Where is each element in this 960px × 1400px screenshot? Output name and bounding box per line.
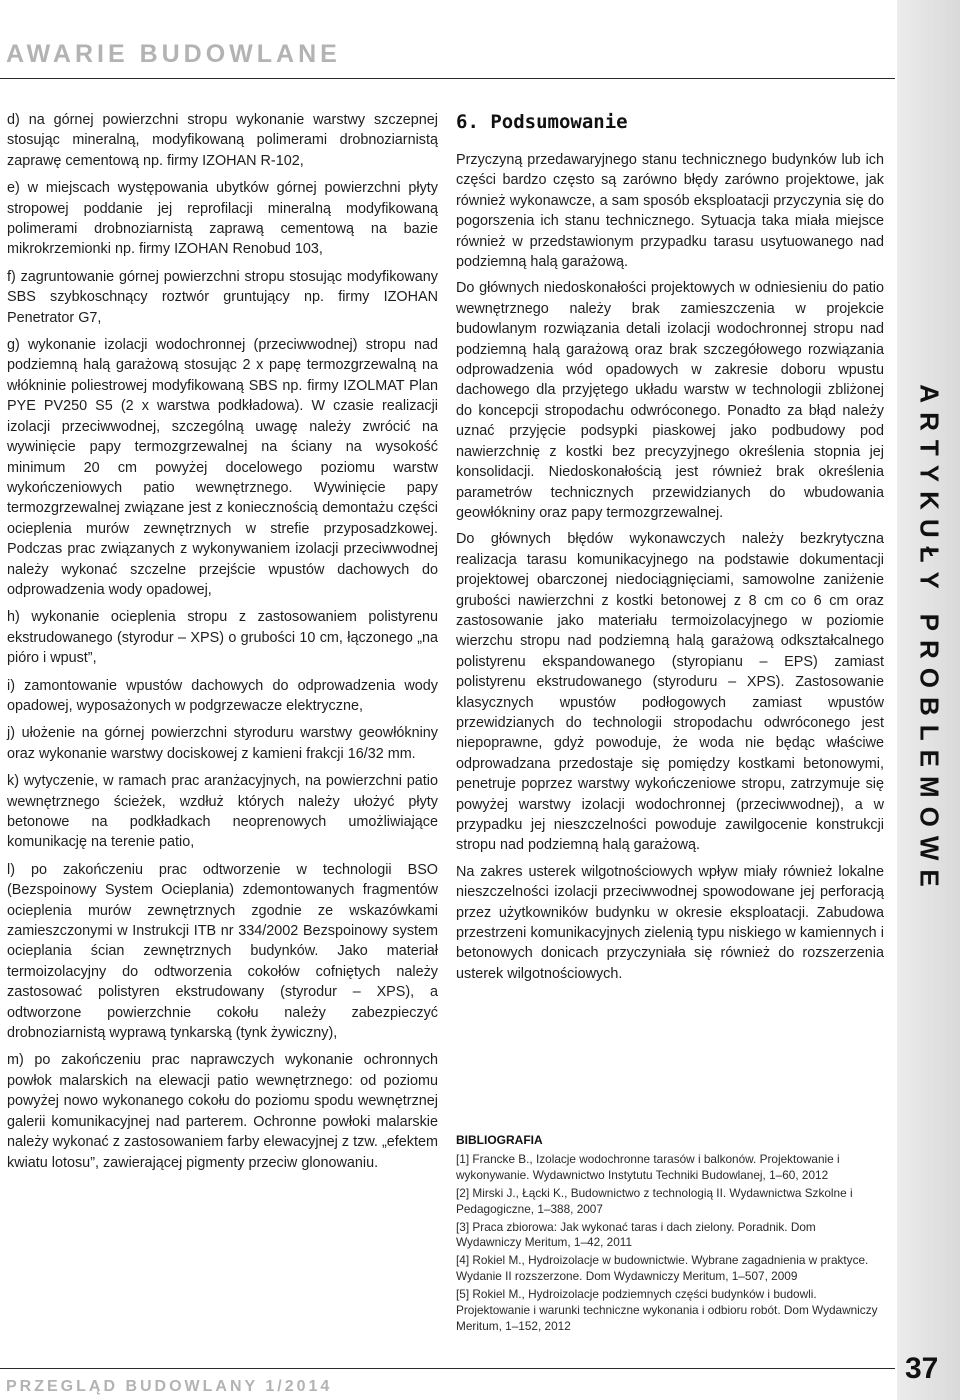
section-heading: 6. Podsumowanie — [456, 111, 628, 133]
header-divider — [0, 78, 895, 79]
list-item-g: g) wykonanie izolacji wodochronnej (przeciwwodnej) stropu nad podziemną halą garażową stosując 2 x papę termozgrzewalną na włókninie poliestrowej modyfikowaną SBS np. firmy IZOLMAT Plan PYE PV250 S5 (2 x warstwa podkładowa). W czasie realizacji izolacji przeciwwodnej, szczególną uwagę należy zwrócić na wywinięcie papy termozgrzewalnej na ściany na wysokość minimum 20 cm powyżej docelowego poziomu warstw wykończeniowych patio wewnętrznego. Wywinięcie papy termozgrzewalnej związane jest z koniecznością demontażu części ocieplenia murów zewnętrznych w strefie przyposadzkowej. Podczas prac związanych z wykonywaniem izolacji przeciwwodnej należy wykonać szczelne przejście wpustów dachowych do odprowadzenia wody opadowej, — [7, 337, 438, 598]
summary-paragraph: Przyczyną przedawaryjnego stanu technicznego budynków lub ich części bardzo często są zarówno błędy zarówno projektowe, jak również wykonawcze, a sam sposób eksploatacji przyczynia się do pogorszenia ich stanu technicznego. Sytuacja taka miała miejsce również w przedstawionym przypadku tarasu usytuowanego nad podziemną halą garażową. — [456, 152, 884, 271]
summary-paragraph: Do głównych błędów wykonawczych należy bezkrytyczna realizacja tarasu komunikacyjnego na podstawie dokumentacji projektowej obarczonej niedociągnięciami, samowolne zaniżenie grubości nawierzchni z kostki betonowej z 8 cm co 6 cm oraz zastosowanie jako materiału termoizolacyjnego w poziomie wierzchu stropu nad podziemną halą garażową odkształcalnego polistyrenu ekspandowanego (styropianu – EPS) zamiast polistyrenu ekstrudowanego (styroduru – XPS). Zastosowanie klasycznych wpustów podłogowych zamiast wpustów przewidzianych do technologii stropodachu odwróconego jest niepoprawne, gdyż powoduje, że woda nie będąc właściwe odprowadzana przedostaje się pomiędzy kostkami betonowymi, penetruje poprzez warstwy wykończeniowe stropu, zatrzymuje się powyżej warstwy izolacji wodochronnej (przeciwwodnej), a w przypadku jej nieszczelności powoduje zawilgocenie konstrukcji stropu nad podziemną halą garażową. — [456, 531, 884, 854]
journal-section-title: AWARIE BUDOWLANE — [6, 40, 341, 68]
list-item-h: h) wykonanie ocieplenia stropu z zastosowaniem polistyrenu ekstrudowanego (styrodur – XPS) o grubości 10 cm, łączonego „na pióro i wpust”, — [7, 609, 438, 667]
list-item-i: i) zamontowanie wpustów dachowych do odprowadzenia wody opadowej, wyposażonych w podgrzewacze elektryczne, — [7, 677, 438, 714]
page-number: 37 — [905, 1352, 939, 1385]
summary-paragraph: Do głównych niedoskonałości projektowych w odniesieniu do patio wewnętrznego należy brak zamieszczenia w projekcie budowlanym rozwiązania detali izolacji wodochronnej stropu nad podziemną halą garażową oraz brak szczegółowego rozwiązania odprowadzenia wód opadowych w zakresie doboru wpustu dachowego dla przyjętego układu warstw w technologii zbliżonej do koncepcji stropodachu odwróconego. Ponadto za błąd należy uznać przyjęcie podsypki piaskowej jako podbudowy pod nawierzchnię z kostki bez precyzyjnego określenia stopnia jej konsolidacji. Niedoskonałością jest również brak określenia parametrów technicznych przewidzianych do wbudowania geowłókniny oraz papy termozgrzewalnej. — [456, 280, 884, 521]
list-item-k: k) wytyczenie, w ramach prac aranżacyjnych, na powierzchni patio wewnętrznego ścieżek, wzdłuż których należy ułożyć płyty betonowe na podkładkach neoprenowych umożliwiające komunikację na terenie patio, — [7, 773, 438, 851]
footer-divider — [0, 1368, 895, 1369]
list-item-j: j) ułożenie na górnej powierzchni styroduru warstwy geowłókniny oraz wykonanie warstwy dociskowej z kamieni frakcji 16/32 mm. — [7, 725, 438, 762]
bibliography-item: [3] Praca zbiorowa: Jak wykonać taras i dach zielony. Poradnik. Dom Wydawniczy Meritum, 1–42, 2011 — [456, 1219, 816, 1250]
bibliography-title: BIBLIOGRAFIA — [456, 1133, 543, 1147]
right-text-column — [456, 110, 884, 990]
list-item-m: m) po zakończeniu prac naprawczych wykonanie ochronnych powłok malarskich na elewacji patio wewnętrznego: od poziomu powyżej nowo wykonanego cokołu do poziomu spodu wewnętrznej galerii komunikacyjnej nad parterem. Ochronne powłoki malarskie należy wykonać z zastosowaniem farby elewacyjnej z tzw. „efektem kwiatu lotosu”, zawierającej pigmenty przeciw glonowaniu. — [7, 1052, 438, 1171]
list-item-l: l) po zakończeniu prac odtworzenie w technologii BSO (Bezspoinowy System Ocieplania) zdemontowanych fragmentów ocieplenia murów zewnętrznych zgodnie ze wskazówkami zamieszczonymi w Instrukcji ITB nr 334/2002 Bezspoinowy system ocieplania ścian zewnętrznych budynków. Jako materiał termoizolacyjny do odtworzenia cokołów cofniętych należy zastosować polistyren ekstrudowany (styrodur – XPS), a odtworzone powierzchnie cokołu należy zabezpieczyć drobnoziarnistą wyprawą tynkarską (tynk żywiczny), — [7, 861, 438, 1042]
list-item-e: e) w miejscach występowania ubytków górnej powierzchni płyty stropowej poddanie jej reprofilacji mineralną modyfikowaną polimerami drobnoziarnistą zaprawą cementową na bazie mikrokrzemionki np. firmy IZOHAN Renobud 103, — [7, 180, 438, 258]
bibliography-item: [1] Francke B., Izolacje wodochronne tarasów i balkonów. Projektowanie i wykonywanie. Wydawnictwo Instytutu Techniki Budowlanej, 1–60, 2012 — [456, 1151, 840, 1182]
bibliography — [456, 1133, 884, 1337]
list-item-f: f) zagruntowanie górnej powierzchni stropu stosując modyfikowany SBS szybkoschnący roztwór gruntujący np. firmy IZOHAN Penetrator G7, — [7, 268, 438, 326]
bibliography-item: [2] Mirski J., Łącki K., Budownictwo z technologią II. Wydawnictwa Szkolne i Pedagogiczne, 1–388, 2007 — [456, 1185, 853, 1216]
bibliography-item: [4] Rokiel M., Hydroizolacje w budownictwie. Wybrane zagadnienia w praktyce. Wydanie II rozszerzone. Dom Wydawniczy Meritum, 1–507, 2009 — [456, 1253, 869, 1284]
left-text-column — [7, 110, 438, 1180]
side-category-label: ARTYKUŁY PROBLEMOWE — [914, 384, 945, 896]
bibliography-item: [5] Rokiel M., Hydroizolacje podziemnych części budynków i budowli. Projektowanie i warunki techniczne wykonania i odbioru robót. Dom Wydawniczy Meritum, 1–152, 2012 — [456, 1287, 878, 1333]
summary-paragraph: Na zakres usterek wilgotnościowych wpływ miały również lokalne nieszczelności izolacji przeciwwodnej spowodowane jej perforacją przez użytkowników budynku w okresie eksploatacji. Zabudowa przestrzeni komunikacyjnych zielenią typu niskiego w kamiennych i betonowych donicach przyczyniała się również do rozszerzenia usterek wilgotnościowych. — [456, 863, 884, 982]
journal-footer-title: PRZEGLĄD BUDOWLANY 1/2014 — [6, 1378, 333, 1395]
list-item-d: d) na górnej powierzchni stropu wykonanie warstwy szczepnej stosując mineralną, modyfikowaną polimerami drobnoziarnistą zaprawę cementową np. firmy IZOHAN R-102, — [7, 112, 438, 169]
